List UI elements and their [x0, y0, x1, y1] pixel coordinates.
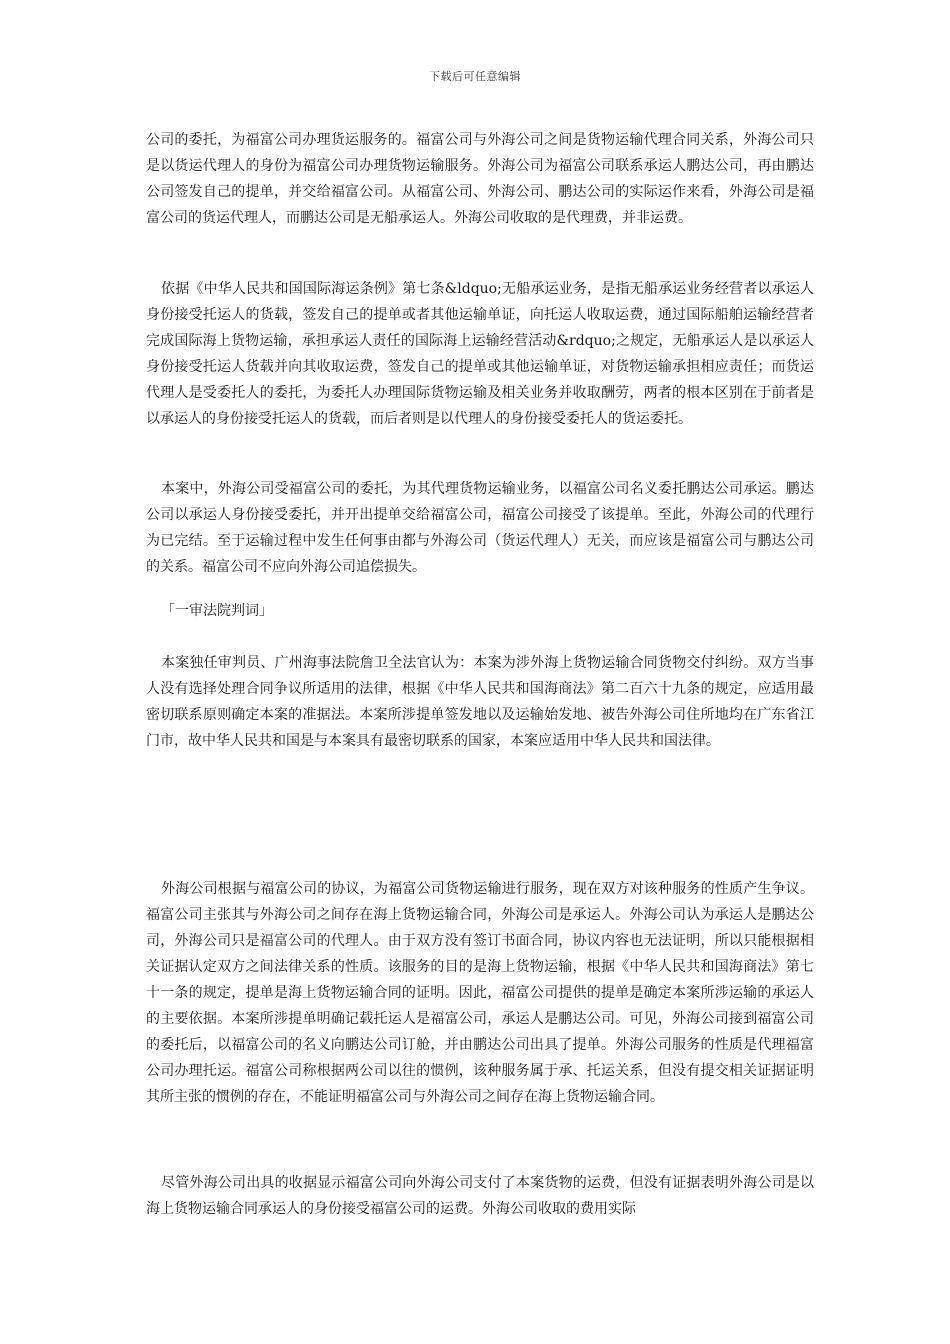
section-heading-first-instance: 「一审法院判词」: [161, 603, 273, 619]
paragraph-applicable-law: 本案独任审判员、广州海事法院詹卫全法官认为：本案为涉外海上货物运输合同货物交付纠纷。双方当事人没有选择处理合同争议所适用的法律，根据《中华人民共和国海商法》第二百六十九条的规定，应适用最密切联系原则确定本案的准据法。本案所涉提单签发地以及运输始发地、被告外海公司住所地均在广东省江门市，故中华人民共和国是与本案具有最密切联系的国家，本案应适用中华人民共和国法律。: [146, 655, 814, 749]
page-header: 下载后可任意编辑: [429, 70, 521, 83]
paragraph-case-analysis: 本案中，外海公司受福富公司的委托，为其代理货物运输业务，以福富公司名义委托鹏达公司承运。鹏达公司以承运人身份接受委托，并开出提单交给福富公司，福富公司接受了该提单。至此，外海公司的代理行为已完结。至于运输过程中发生任何事由都与外海公司（货运代理人）无关，而应该是福富公司与鹏达公司的关系。福富公司不应向外海公司追偿损失。: [146, 481, 814, 575]
paragraph-nvocc-regulation: 依据《中华人民共和国国际海运条例》第七条&ldquo;无船承运业务，是指无船承运业务经营者以承运人身份接受托运人的货载，签发自己的提单或者其他运输单证，向托运人收取运费，通过国际船舶运输经营者完成国际海上货物运输，承担承运人责任的国际海上运输经营活动&rdquo;之规定，无船承运人是以承运人身份接受托运人货载并向其收取运费，签发自己的提单或其他运输单证，对货物运输承担相应责任；而货运代理人是受委托人的委托，为委托人办理国际货物运输及相关业务并收取酬劳，两者的根本区别在于前者是以承运人的身份接受托运人的货载，而后者则是以代理人的身份接受委托人的货运委托。: [146, 281, 814, 427]
paragraph-freight-receipt: 尽管外海公司出具的收据显示福富公司向外海公司支付了本案货物的运费，但没有证据表明外海公司是以海上货物运输合同承运人的身份接受福富公司的运费。外海公司收取的费用实际: [146, 1175, 814, 1217]
paragraph-service-nature: 外海公司根据与福富公司的协议，为福富公司货物运输进行服务，现在双方对该种服务的性质产生争议。福富公司主张其与外海公司之间存在海上货物运输合同，外海公司是承运人。外海公司认为承运人是鹏达公司，外海公司只是福富公司的代理人。由于双方没有签订书面合同，协议内容也无法证明，所以只能根据相关证据认定双方之间法律关系的性质。该服务的目的是海上货物运输，根据《中华人民共和国海商法》第七十一条的规定，提单是海上货物运输合同的证明。因此，福富公司提供的提单是确定本案所涉运输的承运人的主要依据。本案所涉提单明确记载托运人是福富公司，承运人是鹏达公司。可见，外海公司接到福富公司的委托后，以福富公司的名义向鹏达公司订舱，并由鹏达公司出具了提单。外海公司服务的性质是代理福富公司办理托运。福富公司称根据两公司以往的惯例，该种服务属于承、托运关系，但没有提交相关证据证明其所主张的惯例的存在，不能证明福富公司与外海公司之间存在海上货物运输合同。: [146, 881, 814, 1105]
paragraph-agency-relationship: 公司的委托，为福富公司办理货运服务的。福富公司与外海公司之间是货物运输代理合同关系，外海公司只是以货运代理人的身份为福富公司办理货物运输服务。外海公司为福富公司联系承运人鹏达公司，再由鹏达公司签发自己的提单，并交给福富公司。从福富公司、外海公司、鹏达公司的实际运作来看，外海公司是福富公司的货运代理人，而鹏达公司是无船承运人。外海公司收取的是代理费，并非运费。: [146, 132, 814, 226]
